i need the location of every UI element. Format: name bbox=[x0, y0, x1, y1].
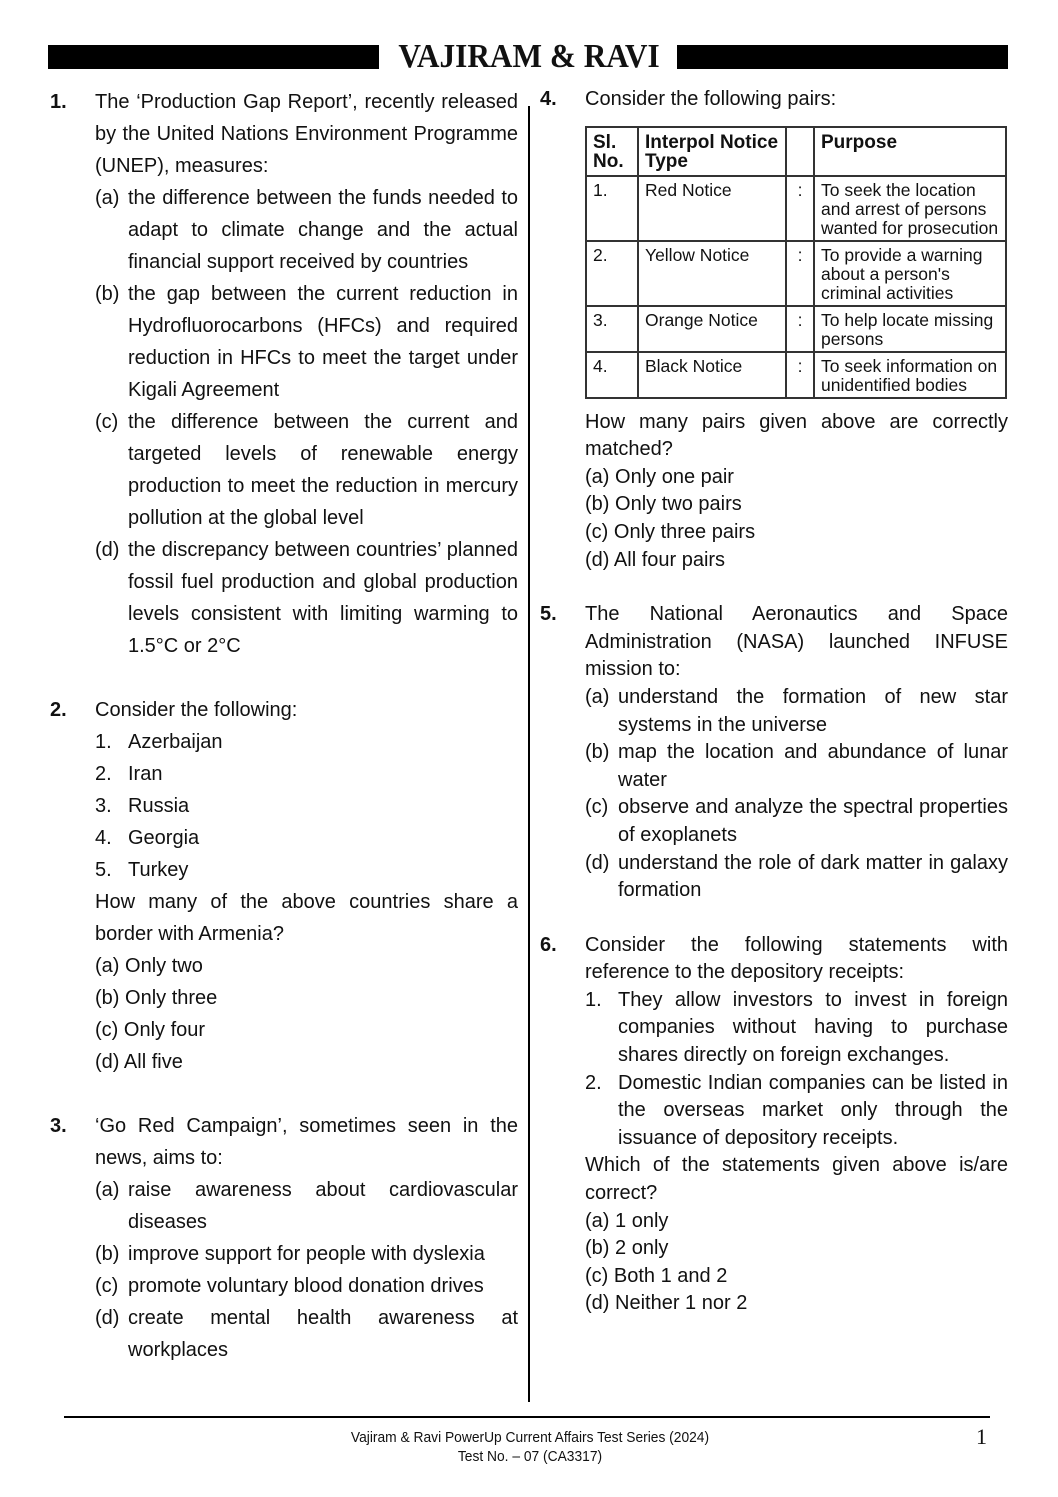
question-stem: ‘Go Red Campaign’, sometimes seen in the news, aims to: bbox=[95, 1115, 518, 1169]
column-header-notice-type: Interpol Notice Type bbox=[638, 127, 786, 176]
statement-1: 1. They allow investors to invest in foreign companies without having to purchase shares directly on foreign exchanges. bbox=[585, 988, 1008, 1067]
question-3 bbox=[50, 1110, 518, 1366]
right-column bbox=[540, 86, 1008, 1318]
option-d[interactable]: (d) understand the role of dark matter in galaxy formation bbox=[585, 851, 1008, 902]
question-4 bbox=[540, 86, 1008, 574]
question-number: 1. bbox=[50, 91, 67, 113]
page-header bbox=[48, 38, 1008, 75]
option-b[interactable]: (b) Only three bbox=[95, 987, 218, 1009]
header-title: VAJIRAM & RAVI bbox=[398, 38, 660, 75]
column-header-purpose: Purpose bbox=[814, 127, 1006, 176]
question-prompt: How many of the above countries share a border with Armenia? bbox=[95, 891, 518, 945]
list-item: 2. Iran bbox=[95, 763, 163, 785]
statement-2: 2. Domestic Indian companies can be listed in the overseas market only through the issuance of depository receipts. bbox=[585, 1071, 1008, 1149]
footer-series-title: Vajiram & Ravi PowerUp Current Affairs Test Series (2024) bbox=[350, 1429, 710, 1446]
question-prompt: Which of the statements given above is/are correct? bbox=[585, 1154, 1008, 1205]
option-d[interactable]: (d) the discrepancy between countries’ planned fossil fuel production and global production levels consistent with limiting warming to 1.5°C or 2°C bbox=[95, 539, 518, 657]
option-b[interactable]: (b) map the location and abundance of lunar water bbox=[585, 741, 1008, 791]
option-b[interactable]: (b) the gap between the current reduction in Hydrofluorocarbons (HFCs) and required reduction in HFCs to meet the target under Kigali Agreement bbox=[95, 283, 518, 401]
footer-rule bbox=[64, 1416, 990, 1418]
question-5 bbox=[540, 601, 1008, 905]
option-a[interactable]: (a) the difference between the funds needed to adapt to climate change and the actual financial support received by countries bbox=[95, 187, 518, 273]
option-d[interactable]: (d) All five bbox=[95, 1051, 183, 1073]
option-c[interactable]: (c) Only four bbox=[95, 1019, 206, 1041]
option-c[interactable]: (c) promote voluntary blood donation drives bbox=[95, 1275, 484, 1297]
page-footer bbox=[300, 1428, 760, 1466]
option-a[interactable]: (a) Only two bbox=[95, 955, 203, 977]
question-number: 3. bbox=[50, 1115, 67, 1137]
footer-test-number: Test No. – 07 (CA3317) bbox=[457, 1448, 603, 1465]
question-stem: Consider the following: bbox=[95, 699, 298, 721]
option-c[interactable]: (c) Only three pairs bbox=[585, 520, 756, 543]
question-prompt: How many pairs given above are correctly matched? bbox=[585, 410, 1008, 461]
column-header-separator bbox=[786, 127, 814, 176]
question-number: 4. bbox=[540, 88, 557, 110]
question-number: 5. bbox=[540, 603, 557, 626]
table-row: 3. Orange Notice : To help locate missing persons bbox=[586, 306, 1006, 352]
question-1 bbox=[50, 86, 518, 662]
table-row: 4. Black Notice : To seek information on unidentified bodies bbox=[586, 352, 1006, 398]
table-row: 2. Yellow Notice : To provide a warning about a person's criminal activities bbox=[586, 241, 1006, 306]
list-item: 5. Turkey bbox=[95, 859, 189, 881]
option-c[interactable]: (c) Both 1 and 2 bbox=[585, 1264, 728, 1287]
option-c[interactable]: (c) the difference between the current and targeted levels of renewable energy production to meet the reduction in mercury pollution at the global level bbox=[95, 411, 518, 529]
option-a[interactable]: (a) Only one pair bbox=[585, 465, 734, 488]
table-header-row bbox=[586, 127, 1006, 176]
option-a[interactable]: (a) 1 only bbox=[585, 1209, 669, 1232]
question-stem: The ‘Production Gap Report’, recently released by the United Nations Environment Programme (UNEP), measures: bbox=[95, 91, 518, 177]
list-item: 1. Azerbaijan bbox=[95, 731, 223, 753]
option-a[interactable]: (a) understand the formation of new star systems in the universe bbox=[585, 685, 1008, 736]
question-2 bbox=[50, 694, 518, 1078]
question-number: 6. bbox=[540, 933, 557, 956]
interpol-notice-table bbox=[585, 126, 1007, 399]
option-c[interactable]: (c) observe and analyze the spectral properties of exoplanets bbox=[585, 796, 1008, 846]
header-bar-left bbox=[48, 45, 379, 69]
question-number: 2. bbox=[50, 699, 67, 721]
option-a[interactable]: (a) raise awareness about cardiovascular diseases bbox=[95, 1179, 518, 1233]
question-stem: Consider the following pairs: bbox=[585, 88, 837, 110]
header-bar-right bbox=[677, 45, 1008, 69]
question-stem: Consider the following statements with reference to the depository receipts: bbox=[585, 933, 1008, 984]
option-b[interactable]: (b) improve support for people with dyslexia bbox=[95, 1243, 485, 1265]
option-d[interactable]: (d) All four pairs bbox=[585, 548, 726, 571]
list-item: 3. Russia bbox=[95, 795, 190, 817]
page-number: 1 bbox=[976, 1424, 987, 1449]
question-stem: The National Aeronautics and Space Administration (NASA) launched INFUSE mission to: bbox=[585, 603, 1008, 681]
option-b[interactable]: (b) 2 only bbox=[585, 1237, 669, 1260]
option-d[interactable]: (d) Neither 1 nor 2 bbox=[585, 1292, 748, 1315]
question-6 bbox=[540, 932, 1008, 1318]
column-divider bbox=[528, 106, 530, 1402]
option-b[interactable]: (b) Only two pairs bbox=[585, 493, 742, 516]
column-header-sl-no: Sl. No. bbox=[586, 127, 638, 176]
option-d[interactable]: (d) create mental health awareness at workplaces bbox=[95, 1307, 518, 1361]
left-column bbox=[50, 86, 518, 1366]
list-item: 4. Georgia bbox=[95, 827, 200, 849]
table-row: 1. Red Notice : To seek the location and arrest of persons wanted for prosecution bbox=[586, 176, 1006, 241]
